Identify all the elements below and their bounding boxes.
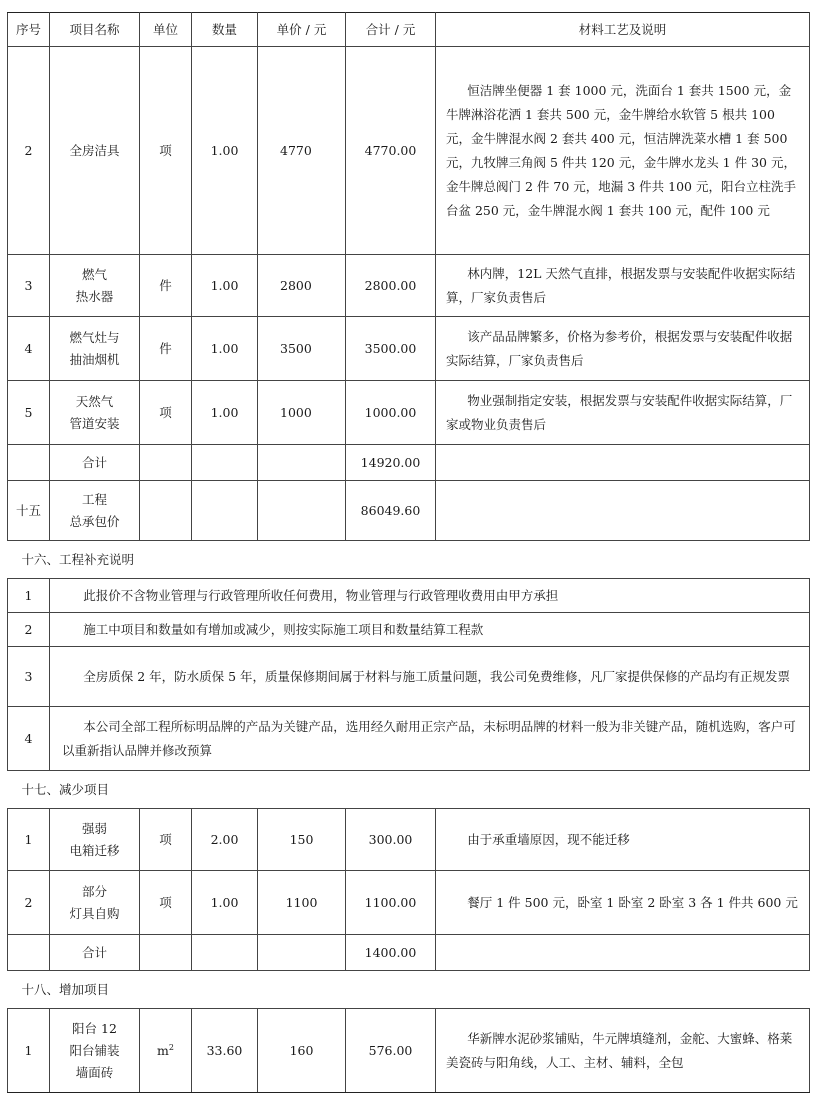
row-name-line: 电箱迁移 — [69, 842, 120, 858]
grand-total: 86049.60 — [346, 481, 436, 541]
row-desc: 华新牌水泥砂浆铺贴，牛元牌填缝剂，金舵、大蜜蜂、格莱美瓷砖与阳角线，人工、主材、辅料，全包 — [436, 1009, 810, 1093]
row-total: 1000.00 — [346, 381, 436, 445]
header-qty: 数量 — [192, 13, 258, 47]
subtotal-row — [8, 445, 810, 481]
row-unit: 项 — [140, 47, 192, 255]
row-seq: 1 — [8, 809, 50, 871]
row-name-line: 燃气灶与 — [69, 329, 120, 345]
row-desc: 餐厅 1 件 500 元，卧室 1 卧室 2 卧室 3 各 1 件共 600 元 — [436, 871, 810, 935]
row-seq: 3 — [8, 255, 50, 317]
row-unit: 项 — [140, 381, 192, 445]
unit-sup: 2 — [168, 1042, 174, 1052]
note-seq: 2 — [8, 613, 50, 647]
section-row — [8, 771, 810, 809]
row-name-line: 强弱 — [81, 820, 107, 836]
row-seq: 5 — [8, 381, 50, 445]
row-unit: 项 — [140, 871, 192, 935]
row-price: 160 — [258, 1009, 346, 1093]
note-text: 本公司全部工程所标明品牌的产品为关键产品，选用经久耐用正宗产品，未标明品牌的材料一般为非关键产品，随机选购，客户可以重新指认品牌并修改预算 — [50, 707, 810, 771]
row-desc: 林内牌，12L 天然气直排，根据发票与安装配件收据实际结算，厂家负责售后 — [436, 255, 810, 317]
table-row — [8, 255, 810, 317]
row-seq: 2 — [8, 871, 50, 935]
row-price: 2800 — [258, 255, 346, 317]
note-text: 施工中项目和数量如有增加或减少，则按实际施工项目和数量结算工程款 — [50, 613, 810, 647]
row-qty: 1.00 — [192, 255, 258, 317]
row-price: 150 — [258, 809, 346, 871]
row-qty: 33.60 — [192, 1009, 258, 1093]
row-name-line: 抽油烟机 — [69, 351, 120, 367]
row-name — [50, 1009, 140, 1093]
header-name: 项目名称 — [50, 13, 140, 47]
table-row — [8, 47, 810, 255]
row-name — [50, 871, 140, 935]
subtotal-total: 14920.00 — [346, 445, 436, 481]
row-name — [50, 381, 140, 445]
row-desc: 该产品品牌繁多，价格为参考价，根据发票与安装配件收据实际结算，厂家负责售后 — [436, 317, 810, 381]
note-row — [8, 707, 810, 771]
header-price: 单价 / 元 — [258, 13, 346, 47]
row-qty: 1.00 — [192, 871, 258, 935]
row-name-line: 天然气 — [75, 393, 114, 409]
section-row — [8, 971, 810, 1009]
table-row — [8, 1009, 810, 1093]
table-row — [8, 809, 810, 871]
header-total: 合计 / 元 — [346, 13, 436, 47]
section-title: 十六、工程补充说明 — [8, 541, 810, 579]
row-name-line: 阳台铺装 — [69, 1042, 120, 1058]
row-name-line: 全房洁具 — [69, 142, 120, 158]
section-row — [8, 541, 810, 579]
row-name-line: 墙面砖 — [75, 1064, 114, 1080]
row-name-line: 燃气 — [81, 266, 107, 282]
row-desc: 恒洁牌坐便器 1 套 1000 元，洗面台 1 套共 1500 元，金牛牌淋浴花洒 1 套共 500 元，金牛牌给水软管 5 根共 100 元，金牛牌混水阀 2 套共 400 元，恒洁牌洗菜水槽 1 套 500 元，九牧牌三角阀 5 件共 120 元，金牛牌水龙头 1 件 30 元，金牛牌总阀门 2 件 70 元，地漏 3 件共 100 元，阳台立柱洗手台盆 250 元，金牛牌混水阀 1 套共 100 元，配件 100 元 — [436, 47, 810, 255]
row-seq: 1 — [8, 1009, 50, 1093]
row-total: 300.00 — [346, 809, 436, 871]
subtotal-total: 1400.00 — [346, 935, 436, 971]
unit-base: m — [157, 1042, 169, 1058]
row-name — [50, 809, 140, 871]
row-desc: 物业强制指定安装，根据发票与安装配件收据实际结算，厂家或物业负责售后 — [436, 381, 810, 445]
grand-name-line: 总承包价 — [69, 513, 120, 529]
row-price: 1100 — [258, 871, 346, 935]
row-total: 2800.00 — [346, 255, 436, 317]
row-price: 4770 — [258, 47, 346, 255]
note-seq: 3 — [8, 647, 50, 707]
table-row — [8, 381, 810, 445]
row-unit — [140, 1009, 192, 1093]
quotation-table — [7, 12, 810, 1093]
note-row — [8, 647, 810, 707]
row-desc: 由于承重墙原因，现不能迁移 — [436, 809, 810, 871]
row-qty: 1.00 — [192, 47, 258, 255]
subtotal-label: 合计 — [50, 935, 140, 971]
header-unit: 单位 — [140, 13, 192, 47]
note-text: 此报价不含物业管理与行政管理所收任何费用，物业管理与行政管理收费用由甲方承担 — [50, 579, 810, 613]
row-name-line: 部分 — [81, 883, 107, 899]
row-name-line: 阳台 12 — [72, 1020, 117, 1036]
row-price: 3500 — [258, 317, 346, 381]
table-row — [8, 317, 810, 381]
subtotal-row — [8, 935, 810, 971]
note-row — [8, 613, 810, 647]
grand-name-line: 工程 — [81, 491, 107, 507]
row-total: 4770.00 — [346, 47, 436, 255]
row-total: 1100.00 — [346, 871, 436, 935]
row-name — [50, 317, 140, 381]
row-unit: 件 — [140, 317, 192, 381]
grand-total-row — [8, 481, 810, 541]
row-unit: 项 — [140, 809, 192, 871]
note-seq: 1 — [8, 579, 50, 613]
header-seq: 序号 — [8, 13, 50, 47]
note-text: 全房质保 2 年，防水质保 5 年，质量保修期间属于材料与施工质量问题，我公司免费维修，凡厂家提供保修的产品均有正规发票 — [50, 647, 810, 707]
row-qty: 1.00 — [192, 381, 258, 445]
row-total: 576.00 — [346, 1009, 436, 1093]
row-total: 3500.00 — [346, 317, 436, 381]
section-title: 十八、增加项目 — [8, 971, 810, 1009]
note-seq: 4 — [8, 707, 50, 771]
row-price: 1000 — [258, 381, 346, 445]
section-title: 十七、减少项目 — [8, 771, 810, 809]
note-row — [8, 579, 810, 613]
table-row — [8, 871, 810, 935]
row-name-line: 热水器 — [75, 288, 114, 304]
row-seq: 2 — [8, 47, 50, 255]
row-name-line: 灯具自购 — [69, 905, 120, 921]
row-name — [50, 255, 140, 317]
grand-seq: 十五 — [8, 481, 50, 541]
row-qty: 2.00 — [192, 809, 258, 871]
header-desc: 材料工艺及说明 — [436, 13, 810, 47]
row-name — [50, 47, 140, 255]
row-name-line: 管道安装 — [69, 415, 120, 431]
row-qty: 1.00 — [192, 317, 258, 381]
row-seq: 4 — [8, 317, 50, 381]
subtotal-label: 合计 — [50, 445, 140, 481]
row-unit: 件 — [140, 255, 192, 317]
header-row — [8, 13, 810, 47]
grand-name — [50, 481, 140, 541]
